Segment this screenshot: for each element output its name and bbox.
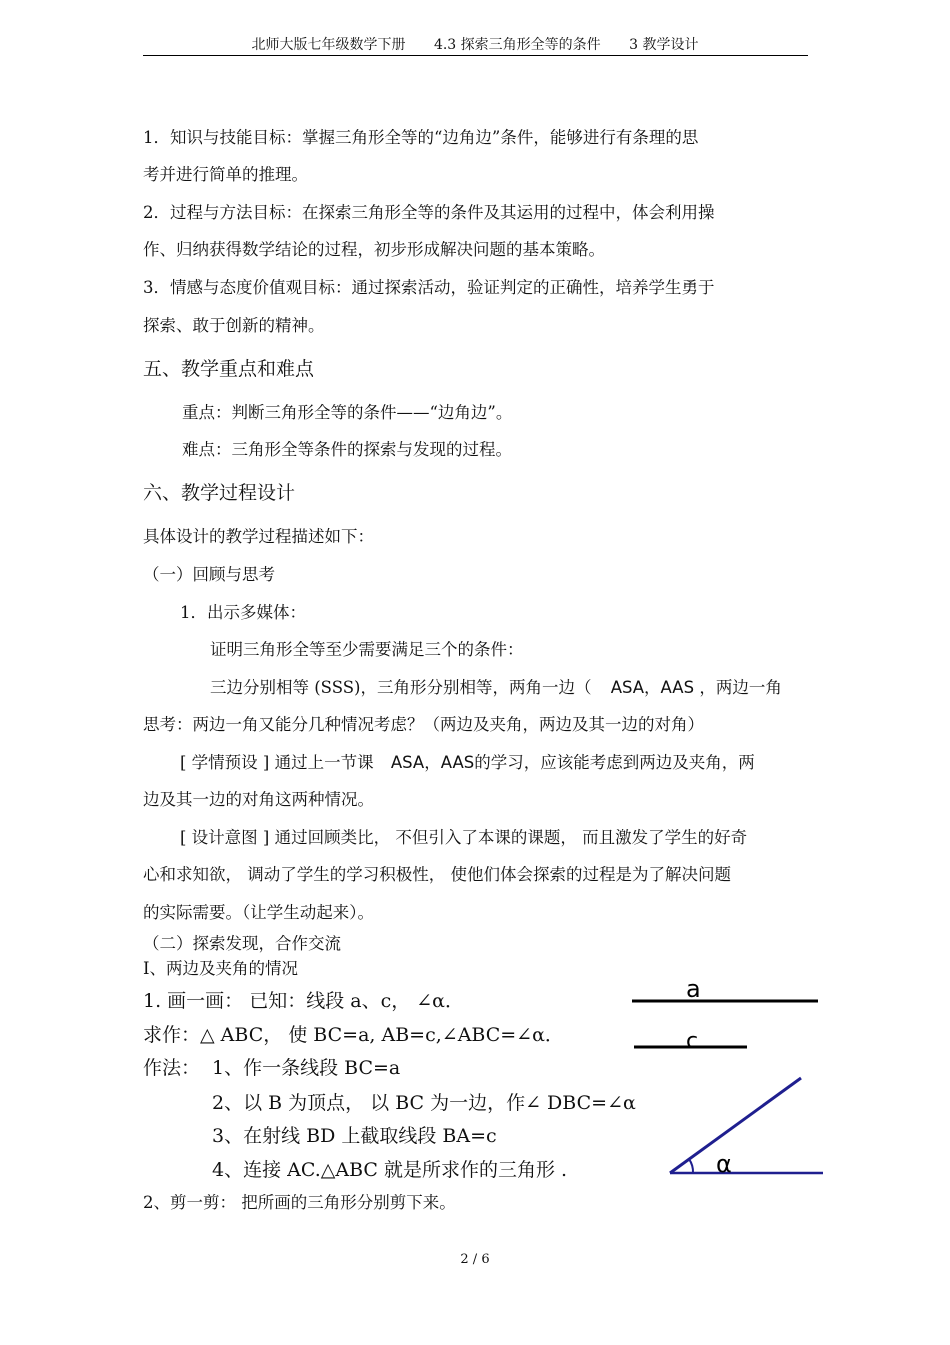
section5-difficulty: 难点：三角形全等条件的探索与发现的过程。 [182,440,512,459]
page-number: 2 / 6 [460,1252,490,1267]
intent-line-1: [ 设计意图 ] 通过回顾类比， 不但引入了本课的课题， 而且激发了学生的好奇 [180,828,748,847]
draw-known: 1. 画一画： 已知：线段 a、c， ∠α． [143,990,465,1012]
method-label: 作法： [143,1057,201,1079]
cut-line: 2、剪一剪： 把所画的三角形分别剪下来。 [143,1193,456,1212]
draw-find: 求作：△ ABC， 使 BC=a, AB=c,∠ABC=∠α． [143,1024,564,1046]
item1: 1．出示多媒体： [180,603,306,622]
angle-alpha-label: α [716,1150,732,1178]
part1-heading: （一）回顾与思考 [143,565,275,584]
goal-line-5: 3．情感与态度价值观目标：通过探索活动，验证判定的正确性，培养学生勇于 [143,278,715,297]
think-line: 思考：两边一角又能分几种情况考虑？（两边及夹角，两边及其一边的对角） [143,715,704,734]
step-2: 2、以 B 为顶点， 以 BC 为一边，作∠ DBC=∠α [212,1092,636,1114]
case1-heading: Ⅰ、两边及夹角的情况 [143,959,299,978]
section5-key: 重点：判断三角形全等的条件——“边角边”。 [182,403,513,422]
preset-line-2: 边及其一边的对角这两种情况。 [143,790,374,809]
goal-line-4: 作、归纳获得数学结论的过程，初步形成解决问题的基本策略。 [143,240,605,259]
preset-a: [ 学情预设 ] 通过上一节课 [180,753,374,772]
header-book: 北师大版七年级数学下册 [251,37,406,53]
part2-heading: （二）探索发现，合作交流 [143,934,341,953]
item1-line1: 证明三角形全等至少需要满足三个的条件： [210,640,524,659]
preset-c: 的学习，应该能考虑到两边及夹角，两 [474,753,755,772]
header-doc: 3 教学设计 [629,37,699,53]
step-4: 4、连接 AC.△ABC 就是所求作的三角形 . [212,1159,568,1181]
item1-line2-c: ，两边一角 [699,678,782,697]
goal-line-1: 1．知识与技能目标：掌握三角形全等的“边角边”条件，能够进行有条理的思 [143,128,699,147]
goal-line-3: 2．过程与方法目标：在探索三角形全等的条件及其运用的过程中，体会利用操 [143,203,715,222]
segment-c-label: c [686,1029,699,1054]
goal-line-2: 考并进行简单的推理。 [143,165,308,184]
item1-line2-b: ASA，AAS [610,678,695,697]
step-3: 3、在射线 BD 上截取线段 BA=c [212,1125,497,1147]
section5-title: 五、教学重点和难点 [143,358,315,380]
intent-line-3: 的实际需要。（让学生动起来）。 [143,903,374,922]
section6-title: 六、教学过程设计 [143,482,296,504]
angle-arc [689,1159,693,1173]
segment-a-label: a [686,975,701,1003]
goal-line-6: 探索、敢于创新的精神。 [143,316,325,335]
section6-intro: 具体设计的教学过程描述如下： [143,527,374,546]
step-1: 1、作一条线段 BC=a [212,1057,401,1079]
item1-line2-a: 三边分别相等 (SSS)，三角形分别相等，两角一边（ [210,678,592,697]
preset-b: ASA，AAS [390,753,475,772]
header-lesson: 4.3 探索三角形全等的条件 [433,37,601,53]
intent-line-2: 心和求知欲， 调动了学生的学习积极性， 使他们体会探索的过程是为了解决问题 [143,865,731,884]
